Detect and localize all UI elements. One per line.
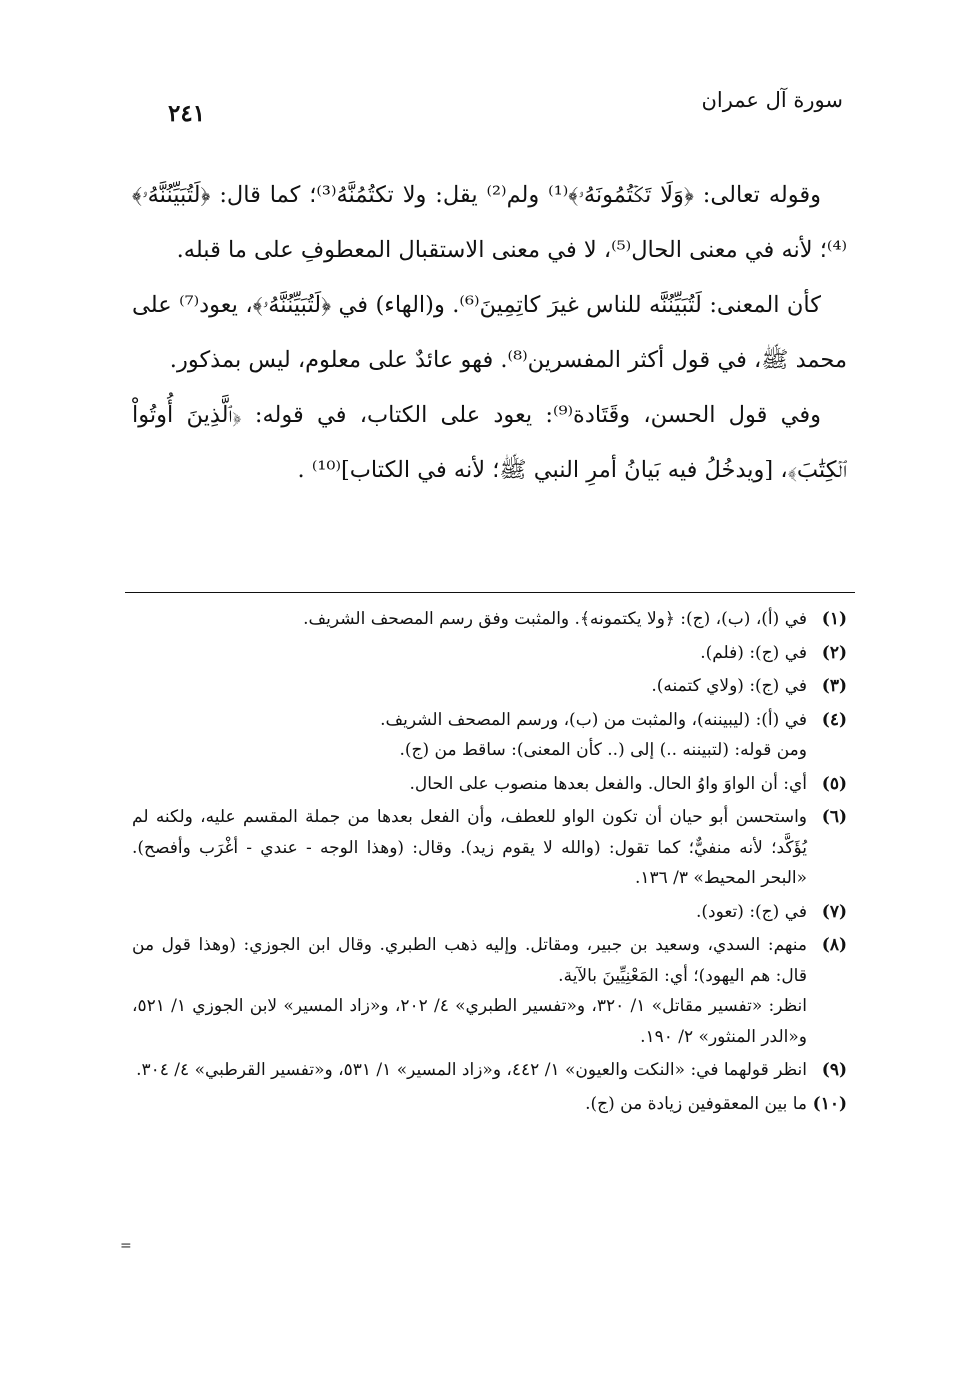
continuation-mark: = (120, 1238, 132, 1254)
footnote (132, 671, 847, 702)
footnote-text: في (ج): (فلم). (700, 642, 807, 663)
paragraph: كأن المعنى: لَتُبَيِّنُنَّه للناس غيرَ كاتِمِينَ⁽⁶⁾. و(الهاء) في ﴿لَتُبَيِّنُنَّهُۥ﴾، يعود⁽⁷⁾ على محمد ﷺ، في قول أكثر المفسرين⁽⁸⁾. فهو عائدٌ على معلوم، ليس بمذكور. (132, 292, 847, 373)
footnote (132, 604, 847, 635)
footnote-text: في (ج): (تعود). (695, 901, 807, 922)
footnote-number: (٤) (821, 709, 847, 730)
page-number: ٢٤١ (168, 100, 206, 127)
footnote (132, 897, 847, 928)
footnotes (132, 604, 847, 1122)
footnote-number: (٦) (821, 807, 847, 827)
footnote-number: (٩) (821, 1060, 847, 1080)
footnote (132, 638, 847, 669)
footnote (132, 705, 847, 766)
footnote-text: انظر: «تفسير مقاتل» ١/ ٣٢٠، و«تفسير الطبري» ٤/ ٢٠٢، و«زاد المسير» لابن الجوزي ١/ ٥٢١، و«الدر المنثور» ٢/ ١٩٠. (132, 996, 807, 1047)
footnote (132, 1055, 847, 1086)
footnote (132, 930, 847, 1052)
footnote-number: (١) (821, 609, 847, 629)
surah-title: سورة آل عمران (701, 88, 843, 112)
footnote-text: في (أ): (ليبيننه)، والمثبت من (ب)، ورسم المصحف الشريف. (380, 709, 807, 730)
paragraph: وفي قول الحسن، وقَتَادة⁽⁹⁾: يعود على الكتاب، في قوله: ﴿ٱلَّذِينَ أُوتُواْ ٱلۡكِتَٰبَ﴾، [ويدخُلُ فيه بَيانُ أمرِ النبي ﷺ؛ لأنه في الكتاب]⁽¹⁰⁾ . (132, 402, 847, 483)
footnote-number: (٥) (821, 773, 847, 794)
main-text (132, 168, 847, 498)
footnote-number: (٧) (821, 901, 847, 922)
footnote-text: في (أ)، (ب)، (ج): ﴿ولا يكتمونه﴾. والمثبت وفق رسم المصحف الشريف. (303, 609, 807, 629)
footnote-text: واستحسن أبو حيان أن تكون الواو للعطف، وأن الفعل بعدها من جملة المقسم عليه، ولكنه لم يُؤَكَّد؛ لأنه منفيٌّ؛ كما تقول: (والله لا يقوم زيد). وقال: (وهذا الوجه - عندي - أغْرَب وأفصح). «البحر المحيط» ٣/ ١٣٦. (132, 807, 807, 888)
footnote-text: ما بين المعقوفين زيادة من (ج). (585, 1093, 807, 1114)
footnote-text: أي: أن الواوَ واوُ الحال. والفعل بعدها منصوب على الحال. (409, 773, 807, 794)
footnote-text: منهم: السدي، وسعيد بن جبير، ومقاتل. وإليه ذهب الطبري. وقال ابن الجوزي: (وهذا قول من قال: هم اليهود)؛ أي: المَعْنِيِّينَ بالآية. (132, 935, 807, 986)
paragraph: وقوله تعالى: ﴿وَلَا تَكۡتُمُونَهُۥ﴾⁽¹⁾ ولم⁽²⁾ يقل: ولا تكتُمُنَّهُ⁽³⁾؛ كما قال: ﴿لَتُبَيِّنُنَّهُۥ﴾⁽⁴⁾؛ لأنه في معنى الحال⁽⁵⁾، لا في معنى الاستقبال المعطوفِ على ما قبله. (132, 182, 847, 263)
footnote-text: انظر قولهما في: «النكت والعيون» ١/ ٤٤٢، و«زاد المسير» ١/ ٥٣١، و«تفسير القرطبي» ٤/ ٣٠٤. (136, 1060, 807, 1080)
footnote (132, 802, 847, 894)
footnote-divider (125, 592, 855, 593)
footnote (132, 1089, 847, 1120)
footnote-text: ومن قوله: (لتبيننه ..) إلى (.. كأن المعنى): ساقط من (ج). (399, 740, 807, 760)
footnote-text: في (ج): (ولاي كتمنه). (651, 676, 807, 696)
footnote-number: (٣) (821, 676, 847, 696)
footnote-number: (٢) (821, 642, 847, 663)
footnote-number: (١٠) (812, 1093, 847, 1114)
footnote-number: (٨) (821, 935, 847, 955)
footnote (132, 769, 847, 800)
